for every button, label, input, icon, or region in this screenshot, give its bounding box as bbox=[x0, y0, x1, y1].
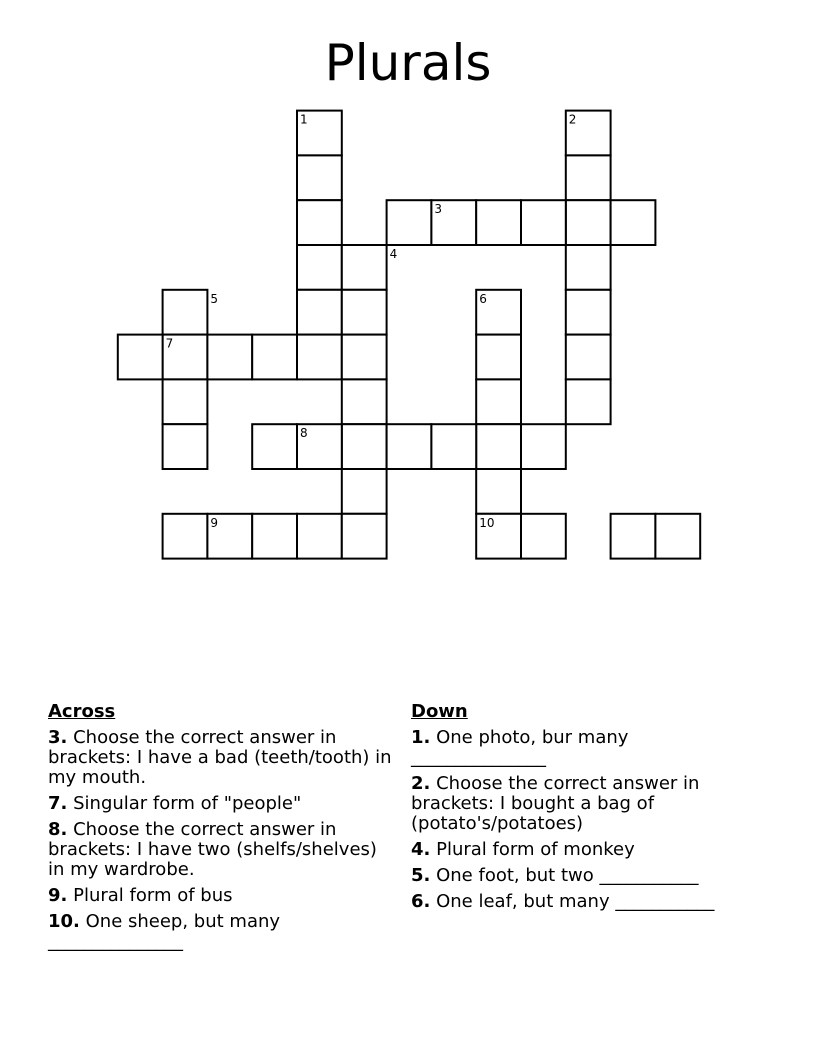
cell-number: 3 bbox=[434, 202, 443, 217]
grid-cell[interactable] bbox=[297, 245, 342, 290]
clue-text: Singular form of "people" bbox=[73, 793, 302, 814]
grid-cell[interactable] bbox=[476, 335, 521, 380]
grid-cell[interactable] bbox=[566, 290, 611, 335]
across-clues bbox=[48, 702, 398, 958]
cell-number: 7 bbox=[165, 336, 174, 351]
clue-number: 3. bbox=[48, 727, 68, 748]
grid-cell[interactable] bbox=[163, 290, 208, 335]
grid-cell[interactable] bbox=[252, 514, 297, 559]
cell-number: 4 bbox=[389, 247, 398, 261]
down-clue-5 bbox=[411, 866, 751, 886]
clue-text: Plural form of bus bbox=[73, 885, 233, 906]
across-heading: Across bbox=[48, 701, 116, 722]
grid-cell[interactable] bbox=[297, 200, 342, 245]
clue-number: 4. bbox=[411, 839, 431, 860]
grid-cell[interactable] bbox=[611, 514, 656, 559]
grid-cell[interactable] bbox=[342, 335, 387, 380]
clue-text: One sheep, but many _______________ bbox=[48, 911, 281, 952]
clue-text: One photo, bur many _______________ bbox=[411, 727, 629, 768]
grid-cell[interactable] bbox=[655, 514, 700, 559]
grid-cell[interactable] bbox=[342, 379, 387, 424]
grid-cell[interactable] bbox=[297, 335, 342, 380]
grid-cell[interactable] bbox=[566, 245, 611, 290]
grid-cell[interactable] bbox=[118, 335, 163, 380]
grid-cell[interactable] bbox=[566, 379, 611, 424]
clue-number: 7. bbox=[48, 793, 68, 814]
cell-number: 1 bbox=[300, 112, 308, 127]
grid-cell[interactable] bbox=[476, 379, 521, 424]
grid-cell[interactable] bbox=[252, 335, 297, 380]
cell-number: 10 bbox=[479, 515, 495, 530]
down-clues bbox=[411, 702, 751, 918]
grid-cell[interactable] bbox=[476, 469, 521, 514]
grid-cell[interactable] bbox=[476, 200, 521, 245]
across-clue-7 bbox=[48, 794, 398, 814]
clue-number: 10. bbox=[48, 911, 80, 932]
grid-cell[interactable] bbox=[387, 424, 432, 469]
cell-number: 5 bbox=[210, 291, 219, 306]
clue-text: One leaf, but many ___________ bbox=[436, 891, 715, 912]
clue-number: 6. bbox=[411, 891, 431, 912]
down-clue-6 bbox=[411, 892, 751, 912]
clue-text: Choose the correct answer in brackets: I have two (shelfs/shelves) in my wardrobe. bbox=[48, 819, 377, 880]
grid-cell[interactable] bbox=[342, 469, 387, 514]
grid-cell[interactable] bbox=[521, 200, 566, 245]
grid-cell[interactable] bbox=[611, 200, 656, 245]
clue-number: 5. bbox=[411, 865, 431, 886]
clue-number: 1. bbox=[411, 727, 431, 748]
grid-cell[interactable] bbox=[163, 424, 208, 469]
across-clue-9 bbox=[48, 886, 398, 906]
puzzle-title: Plurals bbox=[324, 34, 492, 92]
down-heading: Down bbox=[411, 701, 468, 722]
down-clue-1 bbox=[411, 728, 751, 768]
cell-number: 6 bbox=[479, 291, 487, 306]
grid-cell[interactable] bbox=[566, 155, 611, 200]
grid-cell[interactable] bbox=[342, 245, 387, 290]
cell-number: 2 bbox=[568, 112, 577, 127]
clue-number: 8. bbox=[48, 819, 68, 840]
grid-cell[interactable] bbox=[163, 379, 208, 424]
down-clue-2 bbox=[411, 774, 751, 834]
clue-number: 2. bbox=[411, 773, 431, 794]
cell-number: 9 bbox=[210, 515, 219, 530]
clue-text: Choose the correct answer in brackets: I bought a bag of (potato's/potatoes) bbox=[411, 773, 700, 834]
grid-cell[interactable] bbox=[521, 424, 566, 469]
grid-cell[interactable] bbox=[566, 200, 611, 245]
grid-cell[interactable] bbox=[387, 200, 432, 245]
across-clue-3 bbox=[48, 728, 398, 788]
clue-number: 9. bbox=[48, 885, 68, 906]
across-clue-8 bbox=[48, 820, 398, 880]
grid-cell[interactable] bbox=[297, 290, 342, 335]
grid-cell[interactable] bbox=[207, 335, 252, 380]
grid-cell[interactable] bbox=[431, 424, 476, 469]
grid-cell[interactable] bbox=[521, 514, 566, 559]
grid-cell[interactable] bbox=[252, 424, 297, 469]
grid-cell[interactable] bbox=[342, 514, 387, 559]
clue-text: One foot, but two ___________ bbox=[436, 865, 699, 886]
grid-cell[interactable] bbox=[566, 335, 611, 380]
grid-cell[interactable] bbox=[342, 424, 387, 469]
grid-cell[interactable] bbox=[297, 155, 342, 200]
across-clue-10 bbox=[48, 912, 398, 952]
grid-cell[interactable] bbox=[476, 424, 521, 469]
grid-cell[interactable] bbox=[297, 514, 342, 559]
down-clue-4 bbox=[411, 840, 751, 860]
clue-text: Choose the correct answer in brackets: I have a bad (teeth/tooth) in my mouth. bbox=[48, 727, 392, 788]
clue-text: Plural form of monkey bbox=[436, 839, 635, 860]
grid-cell[interactable] bbox=[342, 290, 387, 335]
cell-number: 8 bbox=[300, 426, 308, 441]
grid-cell[interactable] bbox=[163, 514, 208, 559]
